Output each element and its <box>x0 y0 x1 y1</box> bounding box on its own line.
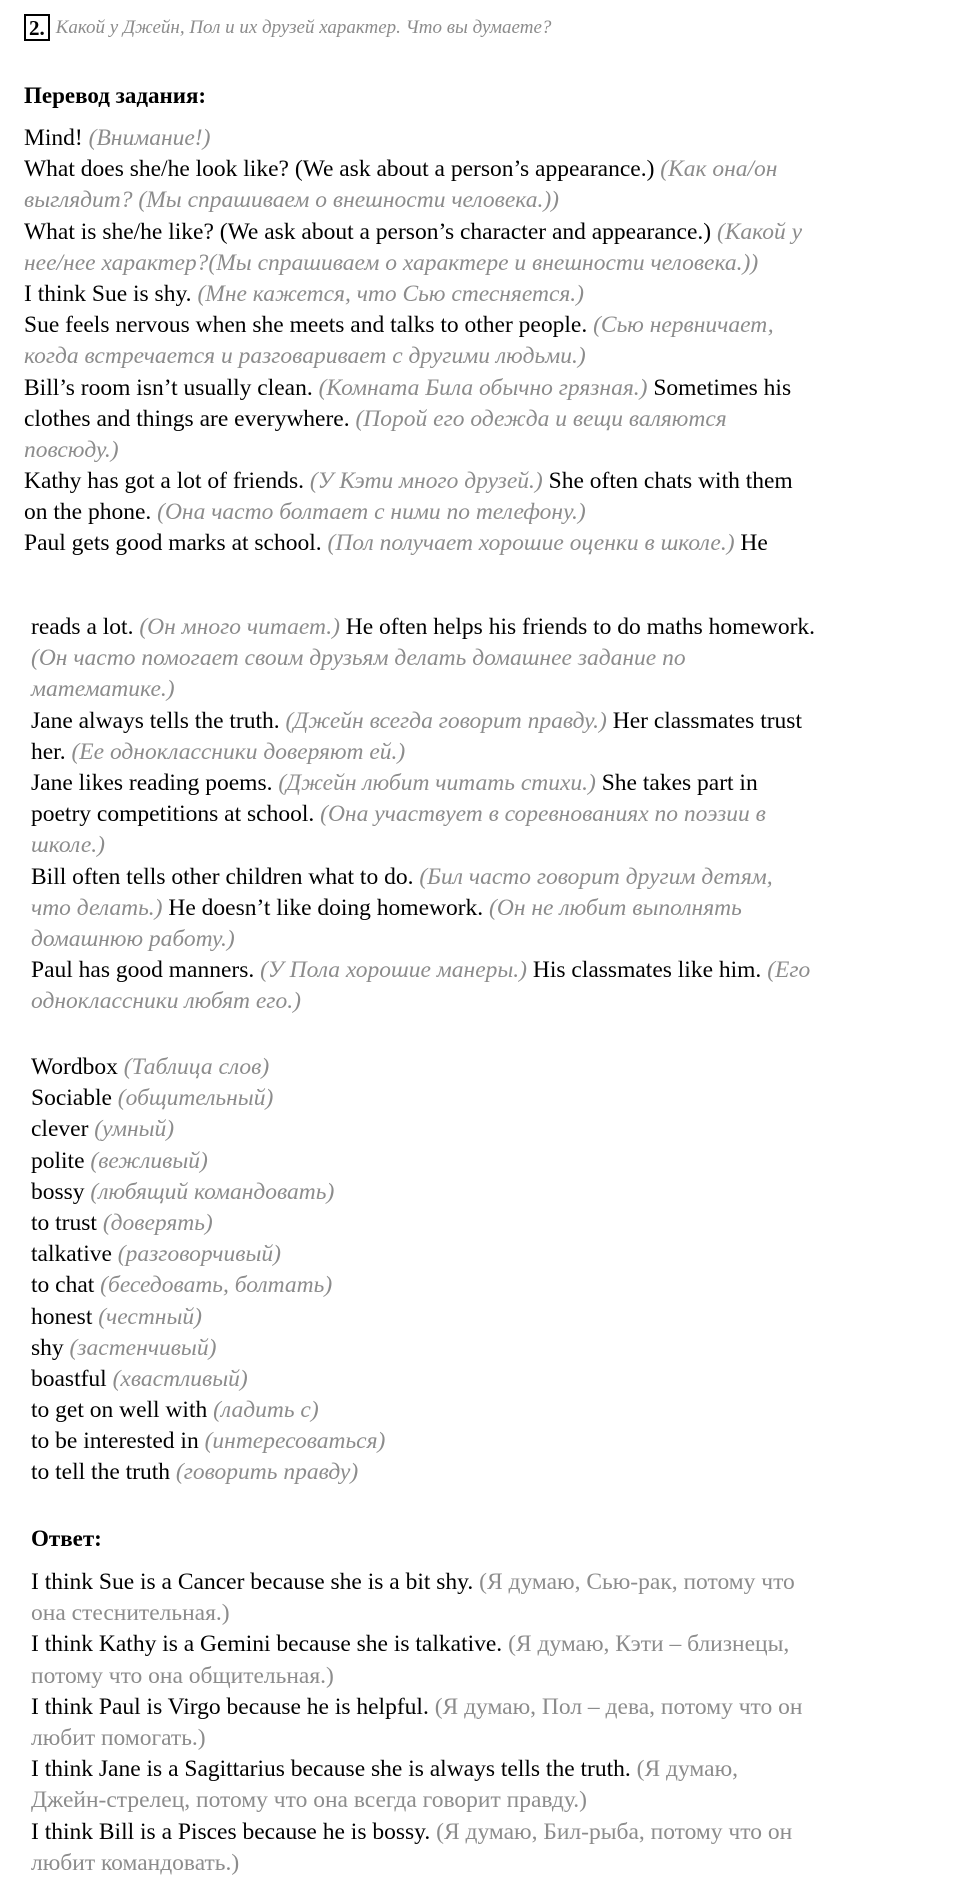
text-line <box>31 674 951 705</box>
translation-text: (Мне кажется, что Сью стесняется.) <box>197 280 585 307</box>
translation-block-2 <box>31 612 951 1017</box>
text-line <box>24 466 944 497</box>
english-text: Sociable <box>31 1085 118 1112</box>
translation-text: что делать.) <box>31 894 163 921</box>
translation-text: (Он часто помогает своим друзьям делать домашнее задание по <box>31 645 686 672</box>
english-text: Bill’s room isn’t usually clean. <box>24 374 319 401</box>
translation-text: (Я думаю, Кэти – близнецы, <box>508 1631 790 1658</box>
text-line <box>31 737 951 768</box>
english-text: I think Paul is Virgo because he is helpful. <box>31 1693 435 1720</box>
english-text: to trust <box>31 1209 103 1236</box>
answer-line <box>31 1723 951 1754</box>
translation-text: (честный) <box>98 1303 202 1330</box>
english-text: to be interested in <box>31 1428 205 1455</box>
wordbox-entry <box>31 1395 951 1426</box>
english-text: He doesn’t like doing homework. <box>162 894 490 921</box>
text-line <box>24 279 944 310</box>
text-line <box>24 248 944 279</box>
text-line <box>31 768 951 799</box>
translation-text: (Я думаю, Сью-рак, потому что <box>479 1569 795 1595</box>
english-text: I think Sue is shy. <box>24 280 198 307</box>
text-line <box>24 528 944 559</box>
translation-text: (Сью нервничает, <box>593 312 774 339</box>
translation-text: (Как она/он <box>660 156 778 183</box>
translation-text: (хвастливый) <box>112 1365 248 1392</box>
text-line <box>31 799 951 830</box>
english-text: clothes and things are everywhere. <box>24 405 356 432</box>
english-text: talkative <box>31 1241 118 1268</box>
translation-title: Перевод задания: <box>24 83 207 108</box>
translation-text: (Внимание!) <box>88 125 211 151</box>
english-text: shy <box>31 1334 70 1361</box>
translation-text: она стеснительная.) <box>31 1600 230 1627</box>
english-text: to get on well with <box>31 1397 214 1424</box>
english-text: I think Bill is a Pisces because he is bossy. <box>31 1818 437 1845</box>
translation-text: домашнюю работу.) <box>31 925 235 952</box>
text-line <box>24 497 944 528</box>
wordbox-entry <box>31 1302 951 1333</box>
english-text: to chat <box>31 1272 101 1299</box>
translation-text: (ладить с) <box>213 1397 319 1424</box>
translation-text: (Я думаю, Бил-рыба, потому что он <box>436 1818 793 1845</box>
text-line <box>24 373 944 404</box>
translation-text: математике.) <box>31 676 175 703</box>
text-line <box>31 955 951 986</box>
text-line <box>31 830 951 861</box>
english-text: honest <box>31 1303 99 1330</box>
english-text: bossy <box>31 1178 91 1205</box>
english-text: Paul has good manners. <box>31 957 261 984</box>
answer-line <box>31 1848 951 1879</box>
english-text: She often chats with them <box>542 468 793 495</box>
english-text: Her classmates trust <box>606 707 802 734</box>
english-text: Jane always tells the truth. <box>31 707 286 734</box>
text-line <box>24 404 944 435</box>
english-text: I think Sue is a Cancer because she is a bit shy. <box>31 1569 480 1595</box>
answer-line <box>31 1598 951 1629</box>
english-text: polite <box>31 1147 91 1174</box>
translation-text: (умный) <box>94 1116 175 1143</box>
text-line <box>31 643 951 674</box>
task-header <box>24 14 551 41</box>
answer-line <box>31 1785 951 1816</box>
english-text: She takes part in <box>595 769 758 796</box>
translation-text: (Джейн всегда говорит правду.) <box>285 707 607 734</box>
wordbox-entry <box>31 1270 951 1301</box>
english-text: What is she/he like? (We ask about a person’s character and appearance.) <box>24 218 717 245</box>
text-line <box>24 310 944 341</box>
translation-text: (Пол получает хорошие оценки в школе.) <box>327 530 735 557</box>
text-line <box>31 924 951 955</box>
wordbox-entry <box>31 1239 951 1270</box>
translation-text: (Он не любит выполнять <box>489 894 742 921</box>
translation-text: (Какой у <box>717 218 803 245</box>
answer-line <box>31 1629 951 1660</box>
task-number: 2. <box>24 14 50 41</box>
translation-text: Джейн-стрелец, потому что она всегда говорит правду.) <box>31 1787 587 1814</box>
text-line <box>24 185 944 216</box>
wordbox-entry <box>31 1052 951 1083</box>
translation-text: выглядит? (Мы спрашиваем о внешности человека.)) <box>24 187 559 214</box>
english-text: Kathy has got a lot of friends. <box>24 468 310 495</box>
wordbox-entry <box>31 1146 951 1177</box>
translation-text: (разговорчивый) <box>117 1241 281 1268</box>
translation-text: любит командовать.) <box>31 1849 240 1876</box>
translation-text: (Ее одноклассники доверяют ей.) <box>71 738 406 765</box>
translation-text: потому что она общительная.) <box>31 1662 334 1689</box>
translation-text: (интересоваться) <box>204 1428 386 1455</box>
wordbox-entry <box>31 1457 951 1488</box>
text-line <box>24 217 944 248</box>
english-text: boastful <box>31 1365 113 1392</box>
english-text: her. <box>31 738 72 765</box>
translation-text: (Я думаю, <box>636 1756 738 1783</box>
translation-text: любит помогать.) <box>31 1724 206 1751</box>
text-line <box>24 435 944 466</box>
translation-text: (Он много читает.) <box>139 614 340 640</box>
text-line <box>31 893 951 924</box>
english-text: What does she/he look like? (We ask about a person’s appearance.) <box>24 156 661 183</box>
text-line <box>31 986 951 1017</box>
translation-text: (У Кэти много друзей.) <box>309 468 543 495</box>
english-text: I think Kathy is a Gemini because she is talkative. <box>31 1631 509 1658</box>
wordbox-entry <box>31 1208 951 1239</box>
english-text: poetry competitions at school. <box>31 801 321 828</box>
answer-line <box>31 1817 951 1848</box>
english-text: Wordbox <box>31 1054 124 1080</box>
translation-text: (беседовать, болтать) <box>100 1272 333 1299</box>
text-line <box>24 341 944 372</box>
translation-text: (общительный) <box>117 1085 274 1112</box>
answer-title: Ответ: <box>31 1526 102 1551</box>
english-text: on the phone. <box>24 499 158 526</box>
translation-text: (Джейн любит читать стихи.) <box>278 769 596 796</box>
english-text: reads a lot. <box>31 614 140 640</box>
wordbox-entry <box>31 1114 951 1145</box>
text-line <box>31 612 951 643</box>
answer-block <box>31 1567 951 1879</box>
wordbox-entry <box>31 1177 951 1208</box>
translation-text: (Его <box>767 957 811 984</box>
english-text: Bill often tells other children what to do. <box>31 863 420 890</box>
wordbox-entry <box>31 1426 951 1457</box>
translation-text: (Она часто болтает с ними по телефону.) <box>157 499 586 526</box>
text-line <box>31 862 951 893</box>
translation-text: одноклассники любят его.) <box>31 988 301 1015</box>
text-line <box>24 123 944 154</box>
answer-line <box>31 1661 951 1692</box>
translation-text: (Таблица слов) <box>123 1054 270 1080</box>
translation-text: (застенчивый) <box>69 1334 217 1361</box>
task-text: Какой у Джейн, Пол и их друзей характер. Что вы думаете? <box>55 16 552 38</box>
translation-text: школе.) <box>31 832 105 859</box>
english-text: Paul gets good marks at school. <box>24 530 328 557</box>
wordbox-entry <box>31 1333 951 1364</box>
english-text: Jane likes reading poems. <box>31 769 279 796</box>
answer-line <box>31 1567 951 1598</box>
translation-text: (Порой его одежда и вещи валяются <box>355 405 727 432</box>
translation-text: нее/нее характер?(Мы спрашиваем о характере и внешности человека.)) <box>24 249 759 276</box>
translation-text: (Она участвует в соревнованиях по поэзии в <box>320 801 766 828</box>
wordbox-entry <box>31 1364 951 1395</box>
english-text: Sometimes his <box>647 374 792 401</box>
translation-text: (Я думаю, Пол – дева, потому что он <box>434 1693 803 1720</box>
translation-text: (вежливый) <box>90 1147 208 1174</box>
wordbox <box>31 1052 951 1489</box>
english-text: to tell the truth <box>31 1459 176 1486</box>
english-text: He often helps his friends to do maths homework. <box>339 614 816 640</box>
translation-block-1 <box>24 123 944 560</box>
answer-line <box>31 1754 951 1785</box>
translation-text: (любящий командовать) <box>90 1178 335 1205</box>
translation-text: повсюду.) <box>24 436 119 463</box>
english-text: His classmates like him. <box>527 957 768 984</box>
translation-text: (Бил часто говорит другим детям, <box>419 863 773 890</box>
answer-line <box>31 1692 951 1723</box>
english-text: I think Jane is a Sagittarius because she is always tells the truth. <box>31 1756 637 1783</box>
english-text: Sue feels nervous when she meets and talks to other people. <box>24 312 594 339</box>
translation-text: (говорить правду) <box>175 1459 359 1486</box>
translation-text: когда встречается и разговаривает с другими людьми.) <box>24 343 586 370</box>
english-text: He <box>734 530 768 557</box>
english-text: clever <box>31 1116 95 1143</box>
translation-text: (У Пола хорошие манеры.) <box>260 957 527 984</box>
text-line <box>24 154 944 185</box>
translation-text: (доверять) <box>102 1209 213 1236</box>
english-text: Mind! <box>24 125 89 151</box>
wordbox-entry <box>31 1083 951 1114</box>
text-line <box>31 706 951 737</box>
translation-text: (Комната Била обычно грязная.) <box>318 374 648 401</box>
